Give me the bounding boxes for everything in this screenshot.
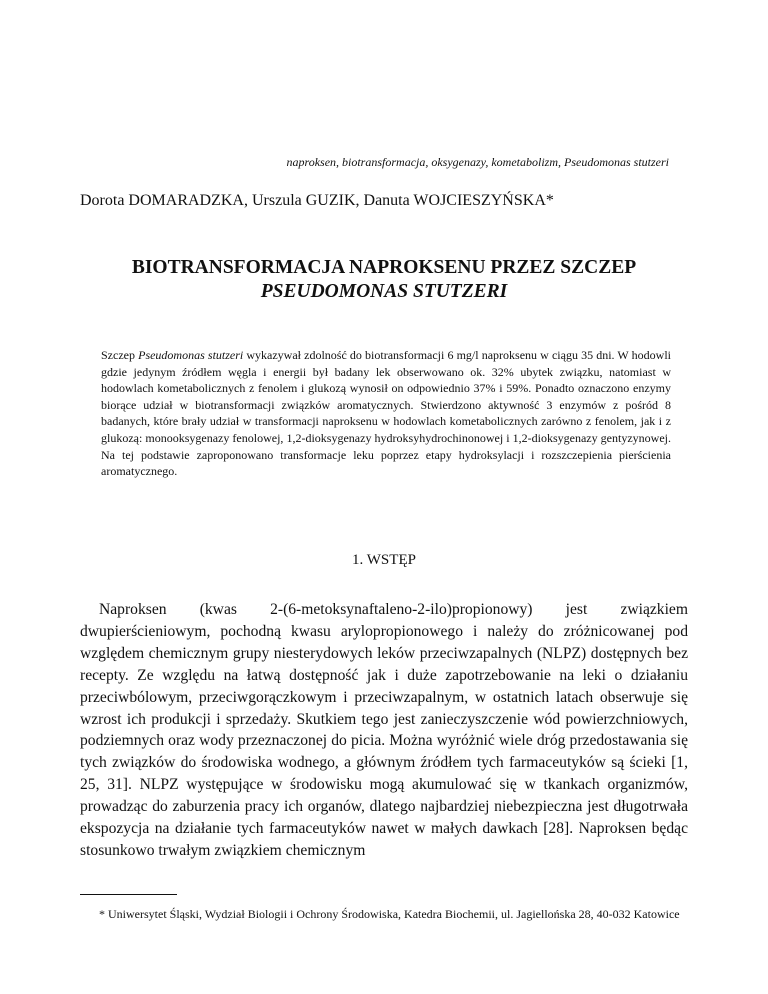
body-paragraph: Naproksen (kwas 2-(6-metoksynaftaleno-2-ilo)propionowy) jest związkiem dwupierścieniowym, pochodną kwasu arylopropionowego i należy do zróżnicowanej pod względem chemicznym grupy niesterydowych leków przeciwzapalnych (NLPZ) dostępnych bez recepty. Ze względu na łatwą dostępność jak i duże zapotrzebowanie na leki o działaniu przeciwbólowym, przeciwgorączkowym i przeciwzapalnym, w ostatnich latach obserwuje się wzrost ich produkcji i sprzedaży. Skutkiem tego jest zanieczyszczenie wód powierzchniowych, podziemnych oraz wody przeznaczonej do picia. Można wyróżnić wiele dróg przedostawania się tych związków do środowiska wodnego, a głównym źródłem tych farmaceutyków są ścieki [1, 25, 31]. NLPZ występujące w środowisku mogą akumulować się w tkankach organizmów, prowadząc do zaburzenia pracy ich organów, dlatego najbardziej niebezpieczna jest długotrwała ekspozycja na działanie tych farmaceutyków nawet w małych dawkach [28]. Naproksen będąc stosunkowo trwałym związkiem chemicznym: [80, 601, 688, 859]
footnote: * Uniwersytet Śląski, Wydział Biologii i Ochrony Środowiska, Katedra Biochemii, ul. Jagiellońska 28, 40-032 Katowice: [99, 907, 680, 921]
section-heading: 1. WSTĘP: [352, 552, 416, 568]
authors-line: Dorota DOMARADZKA, Urszula GUZIK, Danuta WOJCIESZYŃSKA*: [80, 192, 554, 209]
title-line-1: BIOTRANSFORMACJA NAPROKSENU PRZEZ SZCZEP: [131, 257, 637, 278]
footnote-divider: [80, 894, 177, 895]
abstract-organism: Pseudomonas stutzeri: [138, 348, 244, 362]
abstract: [101, 347, 671, 480]
keywords-line: naproksen, biotransformacja, oksygenazy, kometabolizm, Pseudomonas stutzeri: [286, 155, 669, 169]
abstract-text: wykazywał zdolność do biotransformacji 6 mg/l naproksenu w ciągu 35 dni. W hodowli gdzie jedynym źródłem węgla i energii był badany lek obserwowano ok. 32% ubytek związku, natomiast w hodowlach kometabolicznych z fenolem i glukozą wynosił on odpowiednio 37% i 59%. Ponadto oznaczono enzymy biorące udział w biotransformacji związków aromatycznych. Stwierdzono aktywność 3 enzymów z pośród 8 badanych, które brały udział w transformacji naproksenu w hodowlach kometabolicznych zarówno z fenolem, jak i z glukozą: monooksygenazy fenolowej, 1,2-dioksygenazy hydroksyhydrochinonowej i 1,2-dioksygenazy gentyzynowej. Na tej podstawie zaproponowano transformacje leku poprzez etapy hydroksylacji i rozszczepienia pierścienia aromatycznego.: [101, 348, 671, 479]
title-line-2: PSEUDOMONAS STUTZERI: [260, 281, 508, 302]
body-text: [80, 599, 688, 862]
paper-title: [80, 256, 688, 304]
abstract-lead: Szczep: [101, 348, 139, 362]
